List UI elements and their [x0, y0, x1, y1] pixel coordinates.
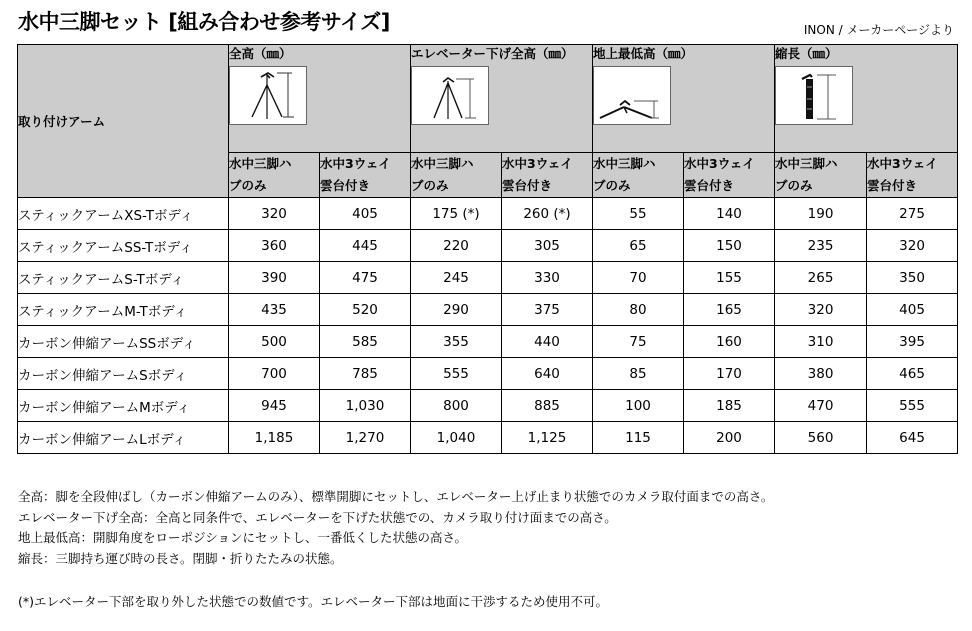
- value-cell: 150: [684, 230, 775, 262]
- value-cell: 175 (*): [411, 198, 502, 230]
- value-cell: 885: [502, 390, 593, 422]
- value-cell: 290: [411, 294, 502, 326]
- value-cell: 260 (*): [502, 198, 593, 230]
- group-label: 地上最低高（㎜）: [593, 46, 694, 61]
- subheader-hub-only: 水中三脚ハ ブのみ: [229, 153, 320, 198]
- arm-name-cell: カーボン伸縮アームSボディ: [18, 358, 229, 390]
- value-cell: 1,270: [320, 422, 411, 454]
- group-label: 全高（㎜）: [229, 46, 292, 61]
- value-cell: 440: [502, 326, 593, 358]
- arm-name-cell: スティックアームXS-Tボディ: [18, 198, 229, 230]
- value-cell: 115: [593, 422, 684, 454]
- value-cell: 475: [320, 262, 411, 294]
- table-row: [18, 262, 958, 294]
- value-cell: 75: [593, 326, 684, 358]
- source-credit: INON / メーカーページより: [803, 23, 954, 37]
- group-label: 縮長（㎜）: [775, 46, 838, 61]
- table-row: [18, 294, 958, 326]
- value-cell: 355: [411, 326, 502, 358]
- asterisk-footnote: (*)エレベーター下部を取り外した状態での数値です。エレベーター下部は地面に干渉するため使用不可。: [18, 594, 609, 609]
- subheader-hub-only: 水中三脚ハ ブのみ: [775, 153, 867, 198]
- value-cell: 100: [593, 390, 684, 422]
- value-cell: 520: [320, 294, 411, 326]
- table-row: [18, 326, 958, 358]
- value-cell: 200: [684, 422, 775, 454]
- table-row: [18, 390, 958, 422]
- value-cell: 140: [684, 198, 775, 230]
- group-header-minimum-height: [593, 45, 775, 153]
- value-cell: 470: [775, 390, 867, 422]
- note-full-height: 全高：脚を全段伸ばし（カーボン伸縮アームのみ）、標準開脚にセットし、エレベーター上げ止まり状態でのカメラ取付面までの高さ。: [18, 489, 774, 504]
- table-row: [18, 198, 958, 230]
- value-cell: 435: [229, 294, 320, 326]
- value-cell: 945: [229, 390, 320, 422]
- value-cell: 320: [775, 294, 867, 326]
- subheader-hub-only: 水中三脚ハ ブのみ: [593, 153, 684, 198]
- value-cell: 785: [320, 358, 411, 390]
- value-cell: 160: [684, 326, 775, 358]
- value-cell: 275: [867, 198, 958, 230]
- value-cell: 185: [684, 390, 775, 422]
- value-cell: 155: [684, 262, 775, 294]
- value-cell: 560: [775, 422, 867, 454]
- value-cell: 165: [684, 294, 775, 326]
- group-header-elevator-lowered-height: [411, 45, 593, 153]
- value-cell: 55: [593, 198, 684, 230]
- value-cell: 555: [411, 358, 502, 390]
- value-cell: 395: [867, 326, 958, 358]
- value-cell: 640: [502, 358, 593, 390]
- value-cell: 1,030: [320, 390, 411, 422]
- value-cell: 500: [229, 326, 320, 358]
- value-cell: 405: [867, 294, 958, 326]
- value-cell: 330: [502, 262, 593, 294]
- value-cell: 70: [593, 262, 684, 294]
- value-cell: 80: [593, 294, 684, 326]
- group-label: エレベーター下げ全高（㎜）: [411, 46, 574, 61]
- value-cell: 1,125: [502, 422, 593, 454]
- value-cell: 465: [867, 358, 958, 390]
- subheader-3way-head: 水中3ウェイ 雲台付き: [867, 153, 958, 198]
- value-cell: 700: [229, 358, 320, 390]
- value-cell: 800: [411, 390, 502, 422]
- header-row-groups: [18, 45, 958, 153]
- value-cell: 555: [867, 390, 958, 422]
- arm-name-cell: カーボン伸縮アームLボディ: [18, 422, 229, 454]
- value-cell: 265: [775, 262, 867, 294]
- subheader-3way-head: 水中3ウェイ 雲台付き: [684, 153, 775, 198]
- value-cell: 380: [775, 358, 867, 390]
- value-cell: 245: [411, 262, 502, 294]
- value-cell: 190: [775, 198, 867, 230]
- value-cell: 350: [867, 262, 958, 294]
- arm-name-cell: スティックアームS-Tボディ: [18, 262, 229, 294]
- definitions-notes: [18, 487, 773, 569]
- subheader-hub-only: 水中三脚ハ ブのみ: [411, 153, 502, 198]
- tripod-full-height-illustration: [229, 66, 307, 125]
- arm-name-cell: スティックアームSS-Tボディ: [18, 230, 229, 262]
- value-cell: 170: [684, 358, 775, 390]
- arm-column-header: 取り付けアーム: [18, 45, 229, 198]
- arm-name-cell: スティックアームM-Tボディ: [18, 294, 229, 326]
- arm-name-cell: カーボン伸縮アームMボディ: [18, 390, 229, 422]
- value-cell: 310: [775, 326, 867, 358]
- value-cell: 65: [593, 230, 684, 262]
- group-header-folded-length: [775, 45, 958, 153]
- value-cell: 405: [320, 198, 411, 230]
- arm-name-cell: カーボン伸縮アームSSボディ: [18, 326, 229, 358]
- page-title: 水中三脚セット [組み合わせ参考サイズ]: [18, 10, 390, 34]
- value-cell: 305: [502, 230, 593, 262]
- tripod-low-position-illustration: [593, 66, 671, 125]
- note-folded-length: 縮長：三脚持ち運び時の長さ。閉脚・折りたたみの状態。: [18, 550, 343, 566]
- value-cell: 585: [320, 326, 411, 358]
- table-row: [18, 422, 958, 454]
- value-cell: 320: [229, 198, 320, 230]
- value-cell: 360: [229, 230, 320, 262]
- value-cell: 1,040: [411, 422, 502, 454]
- subheader-3way-head: 水中3ウェイ 雲台付き: [320, 153, 411, 198]
- value-cell: 375: [502, 294, 593, 326]
- value-cell: 85: [593, 358, 684, 390]
- group-header-full-height: [229, 45, 411, 153]
- note-elevator-lowered-height: エレベーター下げ全高：全高と同条件で、エレベーターを下げた状態での、カメラ取り付け面までの高さ。: [18, 509, 617, 525]
- size-reference-table: [17, 44, 958, 454]
- value-cell: 320: [867, 230, 958, 262]
- value-cell: 235: [775, 230, 867, 262]
- table-body: [18, 198, 958, 454]
- tripod-folded-illustration: [775, 66, 853, 125]
- value-cell: 1,185: [229, 422, 320, 454]
- value-cell: 645: [867, 422, 958, 454]
- value-cell: 390: [229, 262, 320, 294]
- value-cell: 220: [411, 230, 502, 262]
- tripod-elevator-lowered-illustration: [411, 66, 489, 125]
- subheader-3way-head: 水中3ウェイ 雲台付き: [502, 153, 593, 198]
- value-cell: 445: [320, 230, 411, 262]
- table-row: [18, 230, 958, 262]
- note-minimum-height: 地上最低高：開脚角度をローポジションにセットし、一番低くした状態の高さ。: [18, 530, 467, 545]
- table-row: [18, 358, 958, 390]
